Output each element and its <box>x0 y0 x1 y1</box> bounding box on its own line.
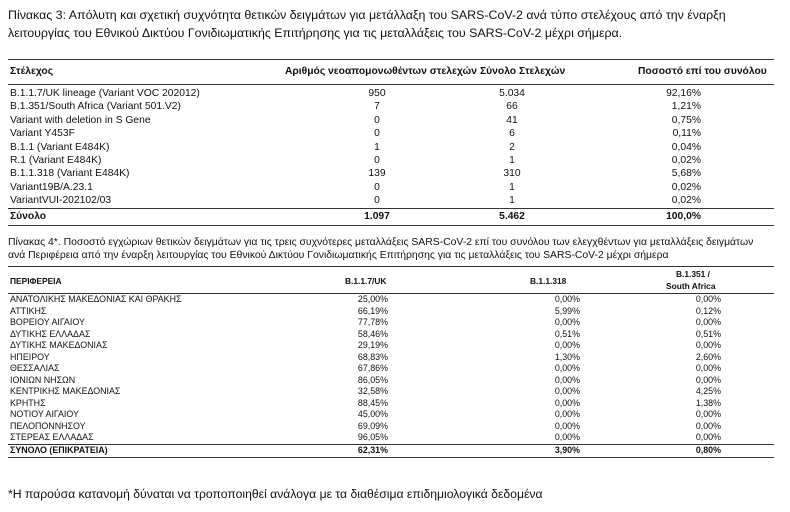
total-cell: 5.034 <box>499 88 525 99</box>
table-row <box>10 409 774 421</box>
uk-cell: 45,00% <box>357 409 388 419</box>
table-row <box>10 141 774 154</box>
table4-header-uk: B.1.1.7/UK <box>345 276 387 286</box>
table3-header-strain: Στέλεχος <box>10 66 54 77</box>
strain-cell: Variant with deletion in S Gene <box>10 114 151 126</box>
b318-cell: 0,51% <box>554 328 580 339</box>
strain-cell: VariantVUI-202102/03 <box>10 195 112 207</box>
strain-cell: Variant19B/A.23.1 <box>10 181 93 193</box>
new-cell: 0 <box>374 181 380 193</box>
strain-cell: B.1.1.318 (Variant E484K) <box>10 168 130 180</box>
b318-cell: 0,00% <box>554 374 580 385</box>
table4-header-sa-line1: B.1.351 / <box>676 269 710 279</box>
table-row <box>10 329 774 341</box>
new-cell: 0 <box>374 195 380 207</box>
b318-cell: 1,30% <box>554 351 580 362</box>
new-cell: 139 <box>368 168 386 180</box>
region-cell: ΚΕΝΤΡΙΚΗΣ ΜΑΚΕΔΟΝΙΑΣ <box>10 386 121 396</box>
sa-cell: 0,12% <box>695 305 721 316</box>
uk-cell: 25,00% <box>357 294 388 304</box>
uk-cell: 32,58% <box>357 386 388 396</box>
table4-header-b318: B.1.1.318 <box>530 276 567 286</box>
table-row <box>10 194 774 207</box>
region-cell: ΔΥΤΙΚΗΣ ΕΛΛΑΔΑΣ <box>10 328 91 339</box>
pct-cell: 1,21% <box>671 101 701 113</box>
table4-bottom-rule <box>8 457 774 458</box>
table3-bottom-rule <box>8 225 774 226</box>
region-cell: ΠΕΛΟΠΟΝΝΗΣΟΥ <box>10 420 86 431</box>
table4-title <box>8 236 786 262</box>
total-uk: 62,31% <box>357 445 388 455</box>
uk-cell: 58,46% <box>357 328 388 339</box>
total-sa: 0,80% <box>695 445 721 455</box>
pct-cell: 0,75% <box>671 114 701 126</box>
total-b318: 3,90% <box>554 445 580 455</box>
b318-cell: 0,00% <box>554 363 580 373</box>
pct-cell: 92,16% <box>666 88 701 99</box>
total-new: 1.097 <box>364 211 390 222</box>
table-row <box>10 432 774 444</box>
table4-header-region: ΠΕΡΙΦΕΡΕΙΑ <box>10 276 62 286</box>
uk-cell: 96,05% <box>357 432 388 442</box>
region-cell: ΑΤΤΙΚΗΣ <box>10 305 47 316</box>
region-cell: ΑΝΑΤΟΛΙΚΗΣ ΜΑΚΕΔΟΝΙΑΣ ΚΑΙ ΘΡΑΚΗΣ <box>10 294 182 304</box>
table-row <box>10 294 774 306</box>
new-cell: 7 <box>374 101 380 113</box>
region-cell: ΗΠΕΙΡΟΥ <box>10 351 50 362</box>
table-row <box>10 181 774 194</box>
new-cell: 0 <box>374 128 380 140</box>
table-row <box>10 352 774 364</box>
uk-cell: 69,09% <box>357 420 388 431</box>
table4-top-rule <box>8 266 774 267</box>
table-row <box>10 154 774 167</box>
uk-cell: 86,05% <box>357 374 388 385</box>
strain-cell: Variant Y453F <box>10 128 75 140</box>
sa-cell: 0,00% <box>695 374 721 385</box>
b318-cell: 0,00% <box>554 432 580 442</box>
table-row <box>10 398 774 410</box>
table-row <box>10 386 774 398</box>
region-cell: ΝΟΤΙΟΥ ΑΙΓΑΙΟΥ <box>10 409 79 419</box>
total-cell: 1 <box>509 195 515 207</box>
pct-cell: 0,02% <box>671 195 701 207</box>
total-cell: 310 <box>503 168 521 180</box>
table3-top-rule <box>8 59 774 60</box>
total-cell: 6 <box>509 128 515 140</box>
sa-cell: 0,00% <box>695 432 721 442</box>
uk-cell: 88,45% <box>357 397 388 408</box>
table3-total-row <box>10 210 774 223</box>
table-row <box>10 306 774 318</box>
total-cell: 41 <box>506 114 518 126</box>
uk-cell: 29,19% <box>357 340 388 350</box>
table-row <box>10 167 774 180</box>
b318-cell: 0,00% <box>554 317 580 327</box>
table3-total-rule <box>8 208 774 209</box>
strain-cell: B.1.1.7/UK lineage (Variant VOC 202012) <box>10 88 200 99</box>
table3-header <box>10 66 774 80</box>
table4-title-line2: ανά Περιφέρεια από την έναρξη λειτουργίας του Εθνικού Δικτύου Γονιδιωματικής Επιτήρησης για τις μεταλλάξεις του SARS-CoV-2 μέχρι σήμερα <box>8 250 669 261</box>
total-cell: 2 <box>509 141 515 153</box>
pct-cell: 5,68% <box>671 168 701 180</box>
table4-total-row <box>10 445 774 457</box>
table-row <box>10 87 774 100</box>
table4-body <box>10 294 774 444</box>
b318-cell: 0,00% <box>554 420 580 431</box>
sa-cell: 0,00% <box>695 363 721 373</box>
region-cell: ΚΡΗΤΗΣ <box>10 397 46 408</box>
total-cell: 1 <box>509 154 515 166</box>
uk-cell: 68,83% <box>357 351 388 362</box>
total-cell: 1 <box>509 181 515 193</box>
sa-cell: 4,25% <box>695 386 721 396</box>
uk-cell: 67,86% <box>357 363 388 373</box>
total-cell: 66 <box>506 101 518 113</box>
strain-cell: B.1.1 (Variant E484K) <box>10 141 110 153</box>
table3-header-total: Σύνολο Στελεχών <box>480 66 566 77</box>
b318-cell: 0,00% <box>554 409 580 419</box>
sa-cell: 0,00% <box>695 294 721 304</box>
footnote: *Η παρούσα κατανομή δύναται να τροποποιηθεί ανάλογα με τα διαθέσιμα επιδημιολογικά δεδομένα <box>8 487 543 501</box>
table-row <box>10 340 774 352</box>
region-cell: ΣΤΕΡΕΑΣ ΕΛΛΑΔΑΣ <box>10 432 94 442</box>
pct-cell: 0,11% <box>672 128 701 140</box>
table3-header-rule <box>8 84 774 85</box>
table-row <box>10 421 774 433</box>
table-row <box>10 100 774 113</box>
region-cell: ΒΟΡΕΙΟΥ ΑΙΓΑΙΟΥ <box>10 317 85 327</box>
table4-header-sa-line2: South Africa <box>666 281 716 291</box>
table3-header-new: Αριθμός νεοαπομονωθέντων στελεχών <box>285 66 477 77</box>
pct-cell: 0,02% <box>671 154 701 166</box>
table4-title-line1: Πίνακας 4*. Ποσοστό εγχώριων θετικών δειγμάτων για τις τρεις συχνότερες μεταλλάξεις SARS-CoV-2 επί του συνόλου των ελεγχθέντων για μεταλλάξεις δειγμάτων <box>8 237 754 248</box>
sa-cell: 0,00% <box>695 409 721 419</box>
b318-cell: 0,00% <box>554 386 580 396</box>
strain-cell: R.1 (Variant E484K) <box>10 154 102 166</box>
total-pct: 100,0% <box>666 211 701 222</box>
total-region: ΣΥΝΟΛΟ (ΕΠΙΚΡΑΤΕΙΑ) <box>10 445 108 455</box>
table-row <box>10 317 774 329</box>
table3-title: Πίνακας 3: Απόλυτη και σχετική συχνότητα θετικών δειγμάτων για μετάλλαξη του SARS-CoV-2 ανά τύπο στελέχους από την έναρξη λειτουργίας του Εθνικού Δικτύου Γονιδιωματικής Επιτήρησης για τις μεταλλάξεις του SARS-CoV-2 μέχρι σήμερα. <box>8 8 726 40</box>
new-cell: 950 <box>368 88 386 99</box>
sa-cell: 0,00% <box>695 340 721 350</box>
strain-cell: B.1.351/South Africa (Variant 501.V2) <box>10 101 181 113</box>
total-total: 5.462 <box>499 211 525 222</box>
b318-cell: 0,00% <box>554 340 580 350</box>
table-row <box>10 127 774 140</box>
b318-cell: 5,99% <box>554 305 580 316</box>
new-cell: 0 <box>374 114 380 126</box>
region-cell: ΙΟΝΙΩΝ ΝΗΣΩΝ <box>10 374 76 385</box>
sa-cell: 0,51% <box>695 328 721 339</box>
uk-cell: 77,78% <box>357 317 388 327</box>
b318-cell: 0,00% <box>554 397 580 408</box>
b318-cell: 0,00% <box>554 294 580 304</box>
table-row <box>10 363 774 375</box>
table-row <box>10 114 774 127</box>
sa-cell: 2,60% <box>695 351 721 362</box>
sa-cell: 0,00% <box>695 420 721 431</box>
pct-cell: 0,02% <box>671 181 701 193</box>
table3-header-pct: Ποσοστό επί του συνόλου <box>638 66 767 77</box>
new-cell: 0 <box>374 154 380 166</box>
pct-cell: 0,04% <box>671 141 701 153</box>
uk-cell: 66,19% <box>357 305 388 316</box>
sa-cell: 1,38% <box>695 397 721 408</box>
sa-cell: 0,00% <box>695 317 721 327</box>
region-cell: ΘΕΣΣΑΛΙΑΣ <box>10 363 60 373</box>
table3-body <box>10 87 774 208</box>
table-row <box>10 375 774 387</box>
new-cell: 1 <box>374 141 380 153</box>
region-cell: ΔΥΤΙΚΗΣ ΜΑΚΕΔΟΝΙΑΣ <box>10 340 108 350</box>
total-label: Σύνολο <box>10 211 47 222</box>
